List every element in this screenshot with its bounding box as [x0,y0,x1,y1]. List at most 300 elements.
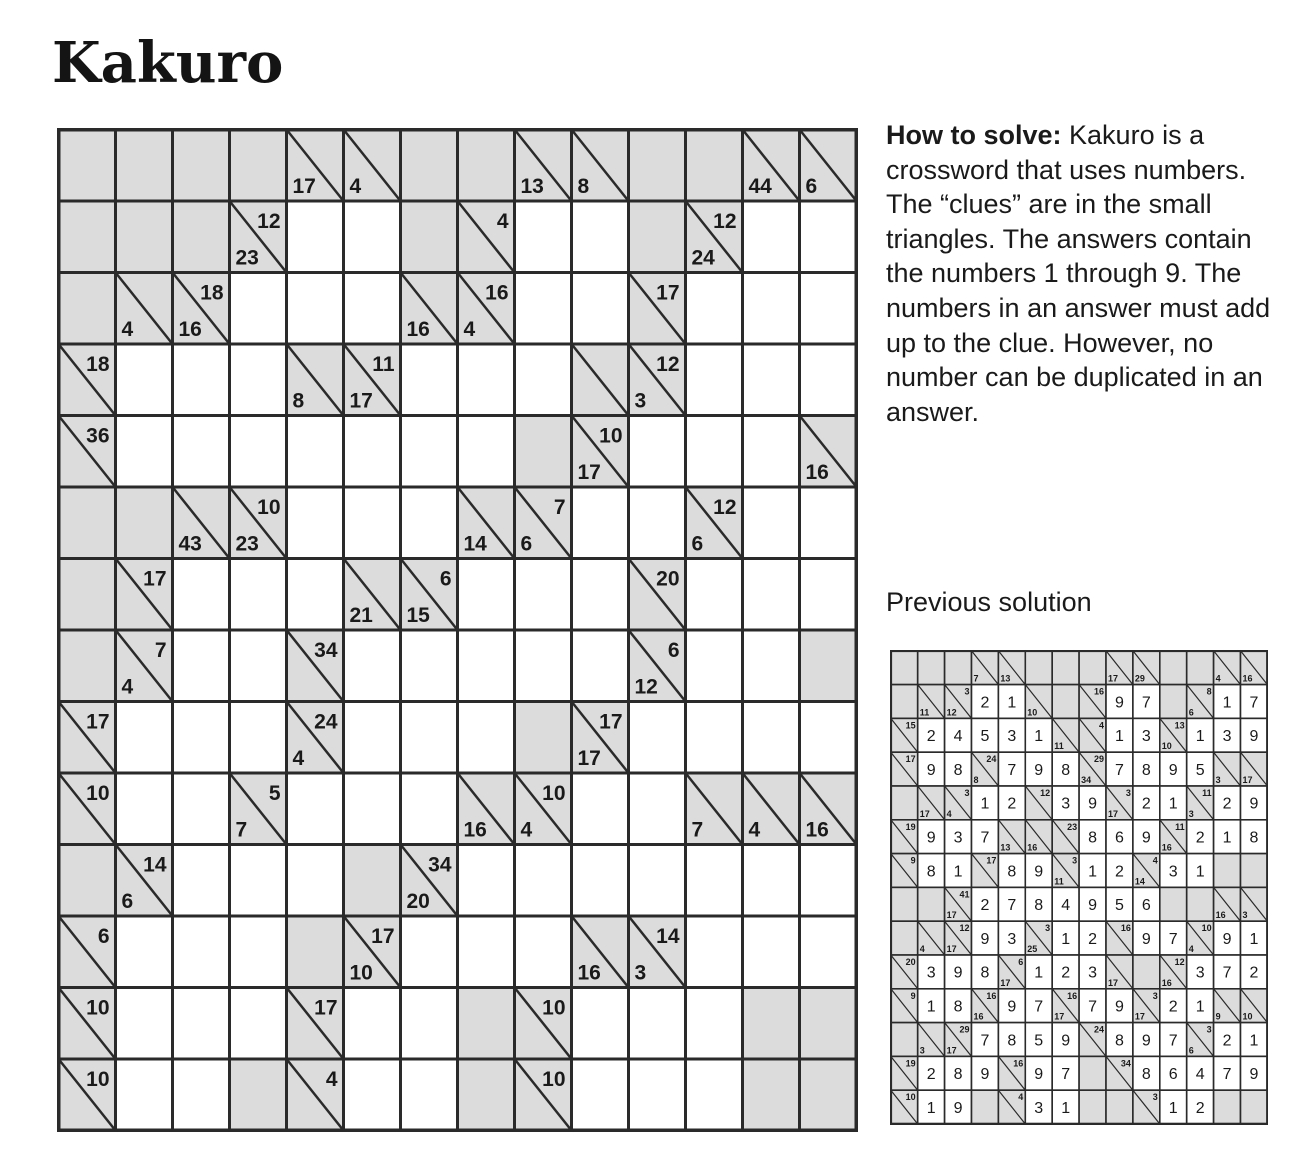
down-clue: 16 [178,318,202,341]
across-clue: 3 [1072,855,1078,866]
solution-digit: 8 [953,761,963,779]
across-clue: 7 [154,639,167,662]
entry-cell[interactable] [800,201,857,273]
down-clue: 13 [1000,842,1011,853]
entry-cell[interactable] [743,916,800,988]
across-clue: 9 [910,990,916,1001]
entry-cell[interactable] [287,773,344,845]
entry-cell[interactable] [344,702,401,774]
solution-digit: 6 [1114,829,1124,847]
entry-cell[interactable] [800,273,857,345]
block-cell [891,1023,918,1057]
down-clue: 16 [805,818,829,842]
entry-cell[interactable] [743,702,800,774]
across-clue: 6 [1018,957,1024,967]
down-clue: 3 [1215,775,1221,785]
solution-digit: 7 [1034,998,1044,1016]
solution-digit: 7 [1168,930,1178,948]
entry-cell[interactable] [230,916,287,988]
block-cell [1133,955,1160,989]
entry-cell[interactable] [230,416,287,488]
entry-cell[interactable] [800,344,857,416]
entry-cell[interactable] [401,773,458,845]
entry-cell[interactable] [173,1059,230,1131]
entry-cell[interactable] [686,273,743,345]
solution-digit: 9 [1249,728,1259,746]
down-clue: 16 [1161,977,1172,988]
solution-digit: 9 [1222,930,1232,948]
down-clue: 16 [463,818,487,842]
block-cell [173,130,230,202]
entry-cell[interactable] [743,416,800,488]
down-clue: 7 [235,818,248,842]
solution-digit: 7 [1007,761,1017,779]
entry-cell[interactable] [116,988,173,1060]
solution-digit: 9 [1249,795,1259,813]
solution-digit: 2 [926,728,936,746]
entry-cell[interactable] [401,344,458,416]
solution-digit: 9 [1034,761,1044,779]
across-clue: 16 [485,281,509,305]
entry-cell[interactable] [743,201,800,273]
down-clue: 3 [1242,910,1248,921]
entry-cell[interactable] [743,273,800,345]
entry-cell[interactable] [401,416,458,488]
across-clue: 10 [1201,923,1212,934]
block-cell [59,630,116,702]
entry-cell[interactable] [458,344,515,416]
down-clue: 29 [1134,673,1145,684]
block-cell [1079,1056,1106,1090]
down-clue: 6 [1188,707,1194,718]
entry-cell[interactable] [686,630,743,702]
entry-cell[interactable] [743,845,800,917]
down-clue: 16 [406,318,430,341]
down-clue: 4 [121,675,134,699]
solution-digit: 1 [1168,1099,1178,1117]
across-clue: 11 [1175,821,1185,832]
entry-cell[interactable] [800,559,857,631]
entry-cell[interactable] [515,559,572,631]
entry-cell[interactable] [116,773,173,845]
entry-cell[interactable] [800,487,857,559]
entry-cell[interactable] [572,630,629,702]
entry-cell[interactable] [458,916,515,988]
solution-digit: 7 [1114,761,1124,779]
solution-digit: 3 [1141,728,1151,746]
entry-cell[interactable] [116,702,173,774]
across-clue: 16 [1093,686,1104,697]
entry-cell[interactable] [629,702,686,774]
across-clue: 4 [1018,1092,1024,1103]
instructions-heading: How to solve: [886,120,1062,150]
solution-digit: 3 [1088,964,1098,982]
entry-cell[interactable] [629,1059,686,1131]
across-clue: 12 [656,353,680,376]
block-cell [59,559,116,631]
down-clue: 17 [1108,977,1119,988]
entry-cell[interactable] [515,344,572,416]
entry-cell[interactable] [686,1059,743,1131]
entry-cell[interactable] [800,702,857,774]
entry-cell[interactable] [458,559,515,631]
across-clue: 3 [1125,788,1131,798]
block-cell [401,201,458,273]
block-cell [1241,854,1268,888]
entry-cell[interactable] [800,845,857,917]
solution-digit: 1 [1222,694,1232,712]
entry-cell[interactable] [173,916,230,988]
down-clue: 4 [292,747,305,770]
solution-digit: 9 [980,1066,990,1084]
entry-cell[interactable] [173,702,230,774]
entry-cell[interactable] [287,201,344,273]
entry-cell[interactable] [629,416,686,488]
across-clue: 17 [371,925,395,948]
across-clue: 9 [910,855,916,866]
block-cell [945,651,972,685]
across-clue: 4 [325,1068,338,1091]
solution-digit: 9 [926,761,936,779]
block-cell [116,130,173,202]
down-clue: 15 [406,604,430,627]
entry-cell[interactable] [401,487,458,559]
down-clue: 7 [973,673,979,684]
block-cell [59,487,116,559]
down-clue: 10 [349,961,373,985]
solution-digit: 7 [1249,694,1259,712]
entry-cell[interactable] [572,273,629,345]
solution-digit: 9 [1168,761,1178,779]
across-clue: 6 [439,567,452,591]
entry-cell[interactable] [173,559,230,631]
down-clue: 17 [1134,1011,1145,1022]
down-clue: 10 [1161,741,1172,752]
previous-solution-grid [890,650,1268,1125]
block-cell [1079,1090,1106,1124]
entry-cell[interactable] [344,416,401,488]
entry-cell[interactable] [173,988,230,1060]
down-clue: 17 [1108,673,1119,684]
entry-cell[interactable] [173,845,230,917]
down-clue: 17 [577,461,601,484]
down-clue: 8 [973,775,979,785]
block-cell [743,988,800,1060]
entry-cell[interactable] [686,702,743,774]
block-cell [173,201,230,273]
down-clue: 4 [946,808,952,819]
solution-digit: 3 [1061,795,1071,813]
entry-cell[interactable] [401,630,458,702]
block-cell [891,685,918,719]
entry-cell[interactable] [287,559,344,631]
entry-cell[interactable] [287,487,344,559]
block-cell [1052,651,1079,685]
entry-cell[interactable] [686,344,743,416]
solution-digit: 7 [1168,1032,1178,1050]
block-cell [59,273,116,345]
entry-cell[interactable] [458,416,515,488]
across-clue: 10 [86,782,110,805]
solution-digit: 2 [1007,795,1017,813]
down-clue: 14 [463,532,487,556]
solution-digit: 1 [1007,694,1017,712]
across-clue: 16 [1120,923,1131,934]
solution-digit: 5 [980,728,990,746]
down-clue: 4 [520,818,533,842]
solution-digit: 6 [1141,897,1151,915]
solution-digit: 1 [980,795,990,813]
across-clue: 16 [986,990,997,1001]
entry-cell[interactable] [401,702,458,774]
across-clue: 24 [1093,1024,1104,1035]
entry-cell[interactable] [629,487,686,559]
block-cell [1160,887,1187,921]
down-clue: 23 [235,532,259,556]
block-cell [1187,651,1214,685]
across-clue: 14 [656,925,680,948]
solution-digit: 8 [953,1066,963,1084]
entry-cell[interactable] [344,201,401,273]
entry-cell[interactable] [743,487,800,559]
across-clue: 4 [1098,720,1104,731]
down-clue: 11 [919,707,930,718]
down-clue: 17 [946,1045,957,1056]
solution-digit: 2 [1141,795,1151,813]
entry-cell[interactable] [686,559,743,631]
entry-cell[interactable] [572,487,629,559]
entry-cell[interactable] [743,344,800,416]
block-cell [458,988,515,1060]
entry-cell[interactable] [173,773,230,845]
solution-digit: 1 [1195,863,1205,881]
solution-digit: 7 [1088,998,1098,1016]
across-clue: 15 [905,720,916,731]
entry-cell[interactable] [686,988,743,1060]
block-cell [891,651,918,685]
solution-digit: 3 [926,964,936,982]
block-cell [287,916,344,988]
entry-cell[interactable] [629,773,686,845]
previous-solution-label: Previous solution [886,587,1092,617]
solution-digit: 9 [1249,1066,1259,1084]
entry-cell[interactable] [572,773,629,845]
entry-cell[interactable] [686,416,743,488]
solution-digit: 1 [1061,930,1071,948]
down-clue: 4 [748,818,761,842]
across-clue: 4 [496,210,509,233]
entry-cell[interactable] [230,344,287,416]
down-clue: 10 [1242,1011,1253,1022]
solution-digit: 1 [953,863,963,881]
block-cell [116,487,173,559]
entry-cell[interactable] [287,845,344,917]
entry-cell[interactable] [743,630,800,702]
block-cell [1214,1090,1241,1124]
entry-cell[interactable] [401,988,458,1060]
down-clue: 17 [1242,775,1253,785]
across-clue: 24 [986,754,997,765]
across-clue: 17 [656,281,680,305]
entry-cell[interactable] [230,988,287,1060]
across-clue: 16 [1067,990,1078,1001]
solution-digit: 9 [1034,1066,1044,1084]
down-clue: 21 [349,604,373,627]
down-clue: 4 [463,318,476,341]
solution-digit: 1 [1034,964,1044,982]
solution-digit: 8 [1007,863,1017,881]
solution-digit: 2 [1195,829,1205,847]
block-cell [59,845,116,917]
block-cell [891,921,918,955]
instructions [886,118,1276,429]
solution-digit: 9 [1114,998,1124,1016]
solution-digit: 5 [1034,1032,1044,1050]
entry-cell[interactable] [458,702,515,774]
entry-cell[interactable] [572,559,629,631]
down-clue: 3 [1188,808,1194,819]
entry-cell[interactable] [287,273,344,345]
entry-cell[interactable] [458,630,515,702]
across-clue: 3 [964,686,970,697]
solution-digit: 1 [1061,1099,1071,1117]
entry-cell[interactable] [401,916,458,988]
entry-cell[interactable] [173,344,230,416]
entry-cell[interactable] [686,916,743,988]
down-clue: 3 [634,961,647,985]
block-cell [1160,651,1187,685]
block-cell [116,201,173,273]
entry-cell[interactable] [572,201,629,273]
block-cell [1052,685,1079,719]
entry-cell[interactable] [515,845,572,917]
entry-cell[interactable] [116,344,173,416]
page-title: Kakuro [52,30,284,96]
solution-digit: 9 [953,964,963,982]
block-cell [1106,1090,1133,1124]
across-clue: 20 [905,957,916,967]
block-cell [800,988,857,1060]
across-clue: 29 [1093,754,1104,765]
solution-digit: 1 [1114,728,1124,746]
across-clue: 10 [257,496,281,519]
solution-digit: 3 [1222,728,1232,746]
across-clue: 19 [905,821,916,832]
across-clue: 12 [713,496,737,519]
entry-cell[interactable] [287,416,344,488]
entry-cell[interactable] [344,773,401,845]
entry-cell[interactable] [743,559,800,631]
solution-digit: 9 [1088,897,1098,915]
down-clue: 6 [1188,1045,1194,1056]
down-clue: 24 [691,246,715,270]
entry-cell[interactable] [230,702,287,774]
entry-cell[interactable] [116,416,173,488]
down-clue: 6 [121,890,134,913]
block-cell [1187,887,1214,921]
entry-cell[interactable] [230,273,287,345]
entry-cell[interactable] [116,916,173,988]
entry-cell[interactable] [800,916,857,988]
across-clue: 29 [959,1024,970,1035]
down-clue: 23 [235,246,259,270]
entry-cell[interactable] [173,416,230,488]
solution-digit: 8 [980,964,990,982]
entry-cell[interactable] [572,1059,629,1131]
across-clue: 12 [257,210,281,233]
solution-digit: 1 [1249,1032,1259,1050]
down-clue: 16 [973,1011,984,1022]
solution-digit: 8 [1249,829,1259,847]
across-clue: 34 [1120,1058,1131,1069]
down-clue: 16 [805,461,829,484]
down-clue: 12 [634,675,658,699]
down-clue: 3 [919,1045,925,1056]
solution-digit: 8 [1114,1032,1124,1050]
entry-cell[interactable] [344,988,401,1060]
across-clue: 10 [905,1092,916,1103]
entry-cell[interactable] [344,630,401,702]
down-clue: 8 [292,389,305,413]
entry-cell[interactable] [629,988,686,1060]
entry-cell[interactable] [344,273,401,345]
solution-digit: 2 [1088,930,1098,948]
entry-cell[interactable] [515,273,572,345]
across-clue: 3 [1152,990,1158,1001]
solution-digit: 8 [1061,761,1071,779]
solution-digit: 2 [1222,1032,1232,1050]
entry-cell[interactable] [230,630,287,702]
down-clue: 8 [577,175,590,198]
across-clue: 13 [1174,720,1185,731]
down-clue: 6 [520,532,533,556]
entry-cell[interactable] [116,1059,173,1131]
entry-cell[interactable] [173,630,230,702]
solution-digit: 8 [1141,1066,1151,1084]
entry-cell[interactable] [572,845,629,917]
entry-cell[interactable] [230,559,287,631]
block-cell [230,130,287,202]
entry-cell[interactable] [458,845,515,917]
solution-digit: 5 [1195,761,1205,779]
entry-cell[interactable] [515,201,572,273]
entry-cell[interactable] [401,1059,458,1131]
solution-digit: 8 [1007,1032,1017,1050]
entry-cell[interactable] [230,845,287,917]
down-clue: 17 [349,389,373,413]
solution-digit: 2 [980,897,990,915]
down-clue: 17 [1054,1011,1065,1022]
entry-cell[interactable] [515,630,572,702]
entry-cell[interactable] [629,845,686,917]
down-clue: 13 [1000,673,1011,684]
entry-cell[interactable] [344,1059,401,1131]
down-clue: 4 [1215,673,1221,684]
entry-cell[interactable] [344,487,401,559]
down-clue: 13 [520,175,544,198]
across-clue: 19 [905,1058,916,1069]
down-clue: 4 [121,318,134,341]
solution-digit: 1 [1088,863,1098,881]
entry-cell[interactable] [686,845,743,917]
block-cell [458,1059,515,1131]
entry-cell[interactable] [572,988,629,1060]
across-clue: 10 [542,782,566,805]
entry-cell[interactable] [515,916,572,988]
across-clue: 36 [86,424,110,448]
solution-digit: 7 [980,1032,990,1050]
block-cell [686,130,743,202]
